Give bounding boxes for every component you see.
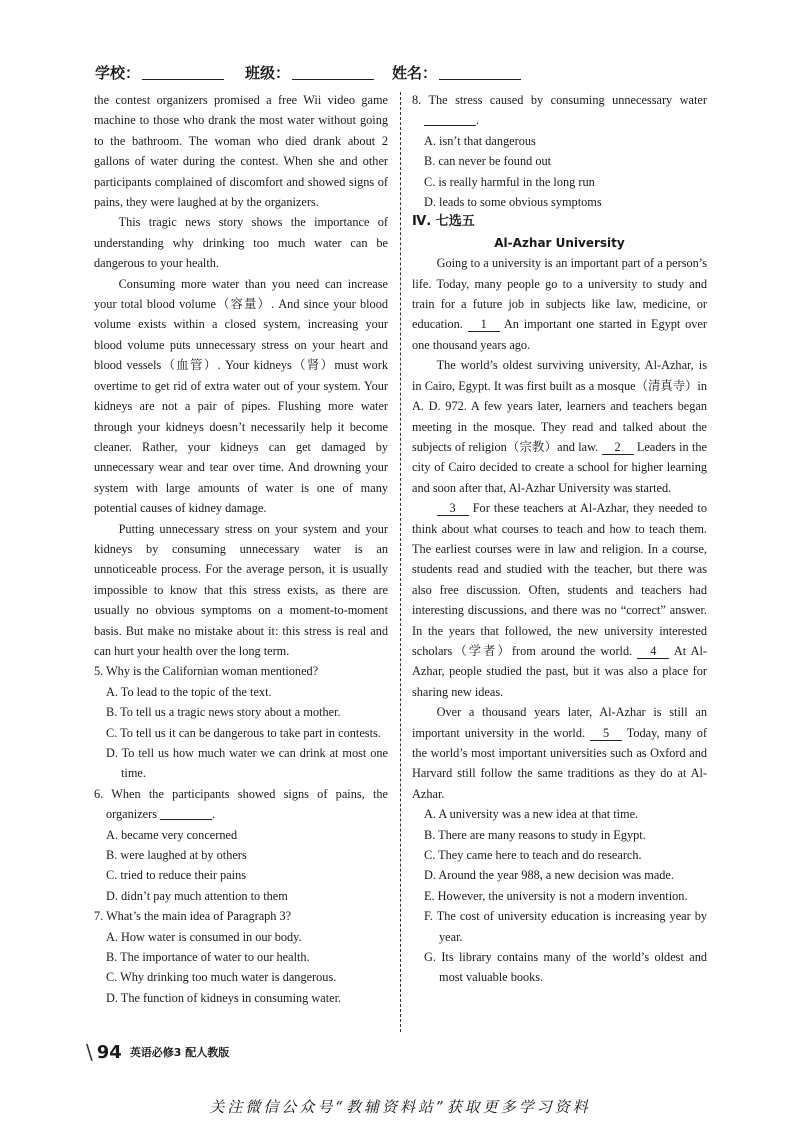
gap-5[interactable]: 5	[590, 726, 622, 741]
paragraph-text: Going to a university is an important part of a person’s life. Today, many people go to a university to study and train for a future job in subjects like law, medicine, or education.	[412, 256, 707, 332]
book-label: 英语必修3 配人教版	[129, 1046, 230, 1059]
option-c[interactable]: C. tried to reduce their pains	[106, 868, 247, 883]
name-blank[interactable]	[439, 65, 521, 80]
option-d[interactable]: D. leads to some obvious symptoms	[424, 195, 602, 210]
option-a[interactable]: A. How water is consumed in our body.	[106, 929, 302, 944]
question-stem: 6. When the participants showed signs of pains, the organizers	[94, 786, 388, 822]
page-slash-ornament: \	[86, 1040, 93, 1064]
passage-paragraph-2: This tragic news story shows the importance of understanding why drinking too much water can be dangerous to your health.	[94, 215, 388, 271]
paragraph-text: At Al-Azhar, people studied the past, but it was also a place for sharing new ideas.	[412, 643, 707, 699]
cloze-paragraph-3	[412, 498, 707, 702]
paragraph-text: For these teachers at Al-Azhar, they needed to think about what courses to teach and how to teach them. The earliest courses were in law and religion. In a course, students read and studied with the teacher, but there was also free discussion. Often, students and teachers had interesting discussions, and there was no “correct” answer. In the years that followed, the new university interested scholars（学者）from around the world.	[412, 501, 707, 658]
question-stem: 7. What’s the main idea of Paragraph 3?	[94, 909, 292, 924]
passage-title: Al-Azhar University	[494, 235, 625, 250]
choice-d[interactable]: D. Around the year 988, a new decision was made.	[424, 868, 674, 883]
paragraph-text: Leaders in the city of Cairo decided to create a school for higher learning and soon after that, Al-Azhar University was started.	[412, 439, 708, 495]
gap-1[interactable]: 1	[468, 317, 500, 332]
option-b[interactable]: B. To tell us a tragic news story about a mother.	[106, 705, 341, 720]
choice-c[interactable]: C. They came here to teach and do research.	[424, 848, 642, 863]
school-field[interactable]	[95, 62, 224, 83]
option-b[interactable]: B. were laughed at by others	[106, 848, 247, 863]
choice-f[interactable]: F. The cost of university education is increasing year by year.	[424, 909, 707, 944]
passage-paragraph-4: Putting unnecessary stress on your system and your kidneys by consuming unnecessary water is an unnoticeable process. For the average person, it is usually impossible to know that this stress exists, as there are usually no obvious symptoms on a moment-to-moment basis. But make no mistake about it: this stress is real and can hurt your health over the long term.	[94, 521, 388, 658]
question-8	[412, 90, 707, 131]
school-label: 学校：	[95, 64, 141, 82]
option-b[interactable]: B. can never be found out	[424, 154, 552, 169]
name-field[interactable]	[392, 62, 521, 83]
stem-end: .	[212, 807, 216, 822]
answer-blank[interactable]	[424, 113, 476, 126]
option-c[interactable]: C. is really harmful in the long run	[424, 174, 595, 189]
stem-end: .	[476, 113, 480, 128]
choice-e[interactable]: E. However, the university is not a modern invention.	[424, 888, 688, 903]
question-stem: 5. Why is the Californian woman mentioned?	[94, 664, 319, 679]
cloze-paragraph-2	[412, 355, 707, 498]
option-d[interactable]: D. To tell us how much water we can drink at most one time.	[106, 746, 388, 781]
question-stem: 8. The stress caused by consuming unnecessary water	[412, 93, 707, 107]
page-number: 94	[96, 1041, 122, 1063]
option-c[interactable]: C. To tell us it can be dangerous to take part in contests.	[106, 725, 381, 740]
cloze-paragraph-1	[412, 253, 707, 355]
right-column	[412, 90, 707, 988]
school-blank[interactable]	[142, 65, 224, 80]
question-6	[94, 784, 388, 825]
option-b[interactable]: B. The importance of water to our health.	[106, 950, 310, 965]
gap-2[interactable]: 2	[602, 440, 634, 455]
choice-b[interactable]: B. There are many reasons to study in Egypt.	[424, 827, 646, 842]
choice-g[interactable]: G. Its library contains many of the world’s oldest and most valuable books.	[424, 950, 707, 985]
cloze-paragraph-4	[412, 702, 707, 804]
gap-4[interactable]: 4	[637, 644, 669, 659]
left-column	[94, 90, 388, 1008]
class-field[interactable]	[245, 62, 374, 83]
paragraph-text: Today, many of the world’s most important universities such as Oxford and Harvard still follow the same traditions as they do at Al-Azhar.	[412, 725, 707, 801]
paragraph-text: The world’s oldest surviving university, Al-Azhar, is in Cairo, Egypt. It was first built as a mosque（清真寺）in A. D. 972. A few years later, learners and teachers began meeting in the mosque. They read and talked about the subjects of religion（宗教）and law.	[412, 358, 707, 454]
name-label: 姓名：	[392, 64, 438, 82]
paragraph-text: An important one started in Egypt over one thousand years ago.	[412, 317, 707, 352]
paragraph-text: Over a thousand years later, Al-Azhar is still an important university in the world.	[412, 705, 707, 740]
choice-a[interactable]: A. A university was a new idea at that time.	[424, 807, 639, 822]
option-d[interactable]: D. didn’t pay much attention to them	[106, 888, 288, 903]
gap-3[interactable]: 3	[437, 501, 469, 516]
option-a[interactable]: A. became very concerned	[106, 827, 238, 842]
bottom-notice: 关注微信公众号“教辅资料站”获取更多学习资料	[209, 1098, 591, 1116]
column-divider	[400, 92, 401, 1032]
page-footer	[86, 1040, 229, 1064]
passage-paragraph-continued: the contest organizers promised a free Wii video game machine to those who drank the most water without going to the bathroom. The woman who died drank about 2 gallons of water during the contest. When she and other participants complained of discomfort and showed signs of pains, they were laughed at by the organizers.	[94, 93, 388, 210]
option-a[interactable]: A. To lead to the topic of the text.	[106, 684, 272, 699]
question-5	[94, 661, 388, 681]
class-blank[interactable]	[292, 65, 374, 80]
answer-blank[interactable]	[160, 807, 212, 820]
question-7	[94, 906, 388, 926]
section-title: Ⅳ. 七选五	[412, 214, 475, 230]
option-d[interactable]: D. The function of kidneys in consuming water.	[106, 990, 342, 1005]
option-a[interactable]: A. isn’t that dangerous	[424, 133, 536, 148]
passage-paragraph-3: Consuming more water than you need can increase your total blood volume（容量）. And since your blood volume exists within a closed system, increasing your blood volume puts unnecessary stress on your heart and blood vessels（血管）. Your kidneys（肾）must work overtime to get rid of extra water out of your system. Your kidneys are not a pair of pipes. Flushing more water through your kidneys doesn’t necessarily help it become cleaner. Rather, your kidneys can get damaged by unnecessary wear and tear over time. And drowning your system with large amounts of water is one of many potential causes of kidney damage.	[94, 276, 388, 516]
student-info-header	[95, 62, 715, 84]
class-label: 班级：	[245, 64, 291, 82]
option-c[interactable]: C. Why drinking too much water is dangerous.	[106, 970, 337, 985]
